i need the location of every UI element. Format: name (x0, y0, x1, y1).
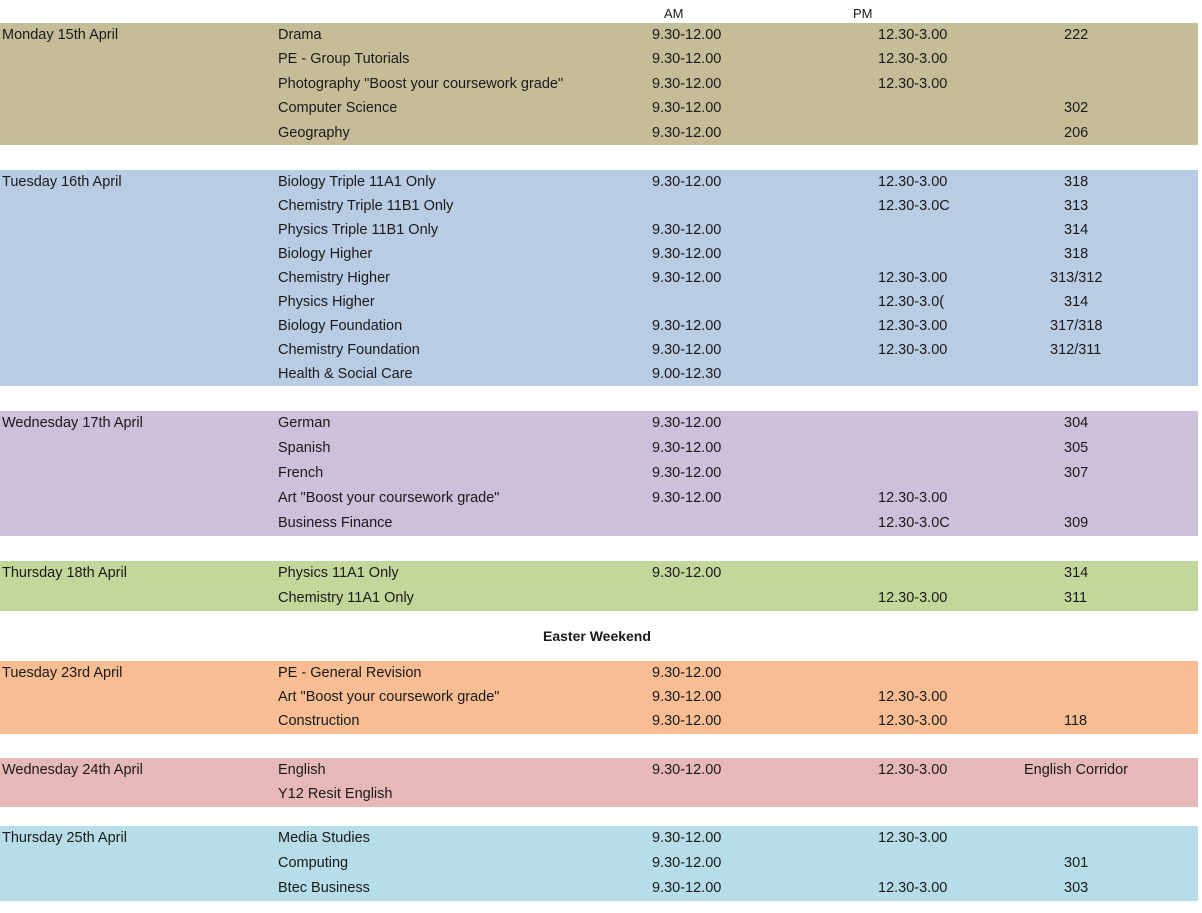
am-time: 9.30-12.00 (652, 490, 722, 506)
subject-label: Spanish (278, 440, 331, 456)
session-row (0, 411, 1198, 435)
room-label: 313/312 (1050, 270, 1103, 286)
am-time: 9.30-12.00 (652, 27, 722, 43)
pm-time: 12.30-3.00 (878, 880, 948, 896)
session-row (0, 758, 1198, 782)
subject-label: Geography (278, 125, 350, 141)
pm-time: 12.30-3.00 (878, 830, 948, 846)
am-time: 9.30-12.00 (652, 465, 722, 481)
subject-label: English (278, 762, 326, 778)
pm-time: 12.30-3.00 (878, 762, 948, 778)
room-label: 313 (1064, 198, 1089, 214)
day-block (0, 661, 1198, 734)
session-row (0, 661, 1198, 685)
pm-time: 12.30-3.0C (878, 198, 950, 214)
room-label: 302 (1064, 100, 1089, 116)
am-time: 9.30-12.00 (652, 565, 722, 581)
day-label: Tuesday 16th April (2, 174, 122, 190)
session-row (0, 218, 1198, 242)
am-time: 9.30-12.00 (652, 76, 722, 92)
subject-label: French (278, 465, 324, 481)
am-time: 9.00-12.30 (652, 366, 722, 382)
pm-time: 12.30-3.00 (878, 490, 948, 506)
session-row (0, 242, 1198, 266)
am-time: 9.30-12.00 (652, 342, 722, 358)
subject-label: Art "Boost your coursework grade" (278, 689, 500, 705)
session-row (0, 826, 1198, 850)
pm-time: 12.30-3.00 (878, 174, 948, 190)
session-row (0, 782, 1198, 806)
subject-label: Construction (278, 713, 360, 729)
subject-label: Physics Triple 11B1 Only (278, 222, 439, 238)
day-block (0, 826, 1198, 901)
am-time: 9.30-12.00 (652, 762, 722, 778)
day-block (0, 758, 1198, 807)
day-block (0, 23, 1198, 145)
pm-time: 12.30-3.00 (878, 689, 948, 705)
session-row (0, 23, 1198, 47)
room-label: English Corridor (1024, 762, 1128, 778)
subject-label: Computing (278, 855, 349, 871)
room-label: 303 (1064, 880, 1089, 896)
subject-label: Physics 11A1 Only (278, 565, 399, 581)
subject-label: Chemistry Higher (278, 270, 390, 286)
pm-time: 12.30-3.00 (878, 76, 948, 92)
session-row (0, 290, 1198, 314)
room-label: 311 (1064, 590, 1088, 606)
am-time: 9.30-12.00 (652, 222, 722, 238)
subject-label: Health & Social Care (278, 366, 413, 382)
session-row (0, 436, 1198, 460)
subject-label: PE - Group Tutorials (278, 51, 410, 67)
session-row (0, 362, 1198, 386)
pm-time: 12.30-3.00 (878, 318, 948, 334)
subject-label: Btec Business (278, 880, 370, 896)
pm-time: 12.30-3.00 (878, 342, 948, 358)
subject-label: PE - General Revision (278, 665, 422, 681)
session-row (0, 121, 1198, 145)
session-row (0, 709, 1198, 733)
subject-label: Art "Boost your coursework grade" (278, 490, 500, 506)
am-time: 9.30-12.00 (652, 689, 722, 705)
pm-time: 12.30-3.00 (878, 270, 948, 286)
session-row (0, 96, 1198, 120)
am-time: 9.30-12.00 (652, 125, 722, 141)
subject-label: Biology Foundation (278, 318, 403, 334)
subject-label: Photography "Boost your coursework grade" (278, 76, 564, 92)
pm-time: 12.30-3.00 (878, 590, 948, 606)
subject-label: Chemistry Triple 11B1 Only (278, 198, 454, 214)
room-label: 206 (1064, 125, 1089, 141)
room-label: 118 (1064, 713, 1088, 729)
session-row (0, 486, 1198, 510)
day-label: Tuesday 23rd April (2, 665, 123, 681)
subject-label: Chemistry 11A1 Only (278, 590, 414, 606)
subject-label: Computer Science (278, 100, 398, 116)
day-block (0, 411, 1198, 536)
am-time: 9.30-12.00 (652, 855, 722, 871)
session-row (0, 314, 1198, 338)
session-row (0, 461, 1198, 485)
room-label: 309 (1064, 515, 1089, 531)
day-label: Thursday 25th April (2, 830, 127, 846)
room-label: 305 (1064, 440, 1089, 456)
pm-time: 12.30-3.00 (878, 51, 948, 67)
session-row (0, 561, 1198, 585)
subject-label: Media Studies (278, 830, 370, 846)
am-time: 9.30-12.00 (652, 415, 722, 431)
session-row (0, 194, 1198, 218)
room-label: 314 (1064, 294, 1089, 310)
room-label: 314 (1064, 222, 1089, 238)
subject-label: Physics Higher (278, 294, 375, 310)
subject-label: Drama (278, 27, 322, 43)
session-row (0, 170, 1198, 194)
pm-time: 12.30-3.00 (878, 27, 948, 43)
day-block (0, 170, 1198, 386)
subject-label: German (278, 415, 331, 431)
room-label: 307 (1064, 465, 1089, 481)
room-label: 301 (1064, 855, 1089, 871)
am-time: 9.30-12.00 (652, 51, 722, 67)
am-time: 9.30-12.00 (652, 100, 722, 116)
room-label: 318 (1064, 246, 1089, 262)
session-row (0, 876, 1198, 900)
day-block (0, 561, 1198, 611)
pm-column-header: PM (853, 6, 873, 21)
pm-time: 12.30-3.00 (878, 713, 948, 729)
am-time: 9.30-12.00 (652, 830, 722, 846)
session-row (0, 47, 1198, 71)
day-label: Thursday 18th April (2, 565, 127, 581)
am-time: 9.30-12.00 (652, 665, 722, 681)
session-row (0, 338, 1198, 362)
subject-label: Biology Triple 11A1 Only (278, 174, 436, 190)
pm-time: 12.30-3.0( (878, 294, 945, 310)
am-time: 9.30-12.00 (652, 880, 722, 896)
am-time: 9.30-12.00 (652, 318, 722, 334)
am-time: 9.30-12.00 (652, 713, 722, 729)
session-row (0, 851, 1198, 875)
am-time: 9.30-12.00 (652, 440, 722, 456)
session-row (0, 266, 1198, 290)
pm-time: 12.30-3.0C (878, 515, 950, 531)
subject-label: Chemistry Foundation (278, 342, 420, 358)
room-label: 304 (1064, 415, 1089, 431)
room-label: 222 (1064, 27, 1089, 43)
session-row (0, 586, 1198, 610)
room-label: 312/311 (1050, 342, 1102, 358)
session-row (0, 72, 1198, 96)
am-time: 9.30-12.00 (652, 270, 722, 286)
am-time: 9.30-12.00 (652, 174, 722, 190)
day-label: Monday 15th April (2, 27, 119, 43)
day-label: Wednesday 24th April (2, 762, 143, 778)
easter-weekend-label: Easter Weekend (543, 628, 651, 644)
session-row (0, 685, 1198, 709)
am-column-header: AM (664, 6, 684, 21)
room-label: 317/318 (1050, 318, 1103, 334)
subject-label: Biology Higher (278, 246, 373, 262)
room-label: 314 (1064, 565, 1089, 581)
day-label: Wednesday 17th April (2, 415, 143, 431)
subject-label: Y12 Resit English (278, 786, 393, 802)
subject-label: Business Finance (278, 515, 393, 531)
session-row (0, 511, 1198, 535)
am-time: 9.30-12.00 (652, 246, 722, 262)
room-label: 318 (1064, 174, 1089, 190)
